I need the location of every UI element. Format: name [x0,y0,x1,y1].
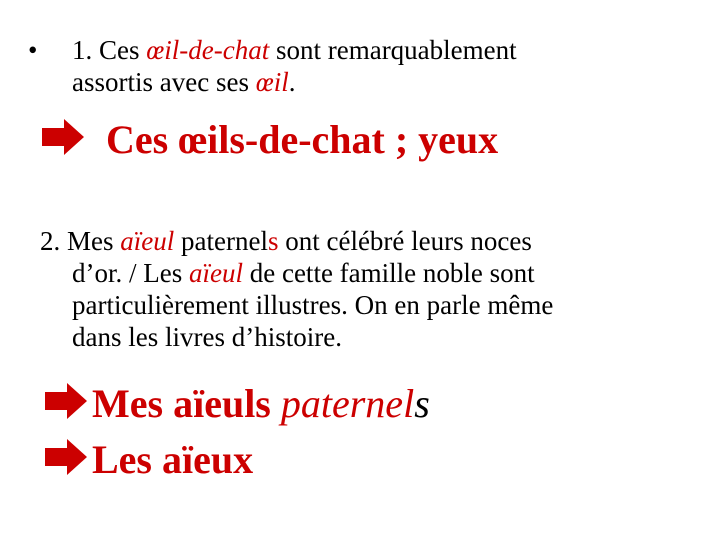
answer-1 [40,116,498,164]
item-1-line2-end: . [288,67,296,97]
item-1-text [72,34,688,98]
item-2-l1-b: paternel [174,226,268,256]
item-2-line-3: particulièrement illustres. On en parle même [72,290,554,320]
item-1-line2-term: œil [255,67,289,97]
item-2-l1-c: ont célébré leurs noces [278,226,532,256]
bullet-icon: • [28,35,38,65]
arrow-right-icon [40,381,92,421]
item-1-middle: sont remarquablement [269,35,517,65]
answer-2-text: Mes aïeuls [92,381,281,426]
item-2-line-1 [40,225,670,257]
item-1-prefix: 1. Ces [72,35,147,65]
item-1-line2: assortis avec ses [72,67,256,97]
arrow-right-icon [40,437,92,477]
answer-2-italic-red: paternel [280,381,415,426]
item-2-line-4: dans les livres d’histoire. [72,322,342,352]
item-1-term: œil-de-chat [146,35,270,65]
arrow-right-icon [40,117,86,157]
answer-2 [40,378,430,430]
item-1 [28,34,688,98]
item-2-l2-term: aïeul [188,258,243,288]
answer-3 [40,434,253,486]
item-2-l2-b: de cette famille noble sont [242,258,535,288]
item-2-l2-a: d’or. / Les [72,258,189,288]
item-2 [40,225,670,353]
item-2-l1-term: aïeul [120,226,175,256]
answer-1-text: Ces œils-de-chat ; yeux [106,117,499,162]
item-2-line-2 [40,257,670,289]
answer-2-italic-black: s [414,381,430,426]
item-2-l1-s: s [267,226,279,256]
item-2-l1-a: 2. Mes [40,226,121,256]
answer-3-text: Les aïeux [92,437,254,482]
